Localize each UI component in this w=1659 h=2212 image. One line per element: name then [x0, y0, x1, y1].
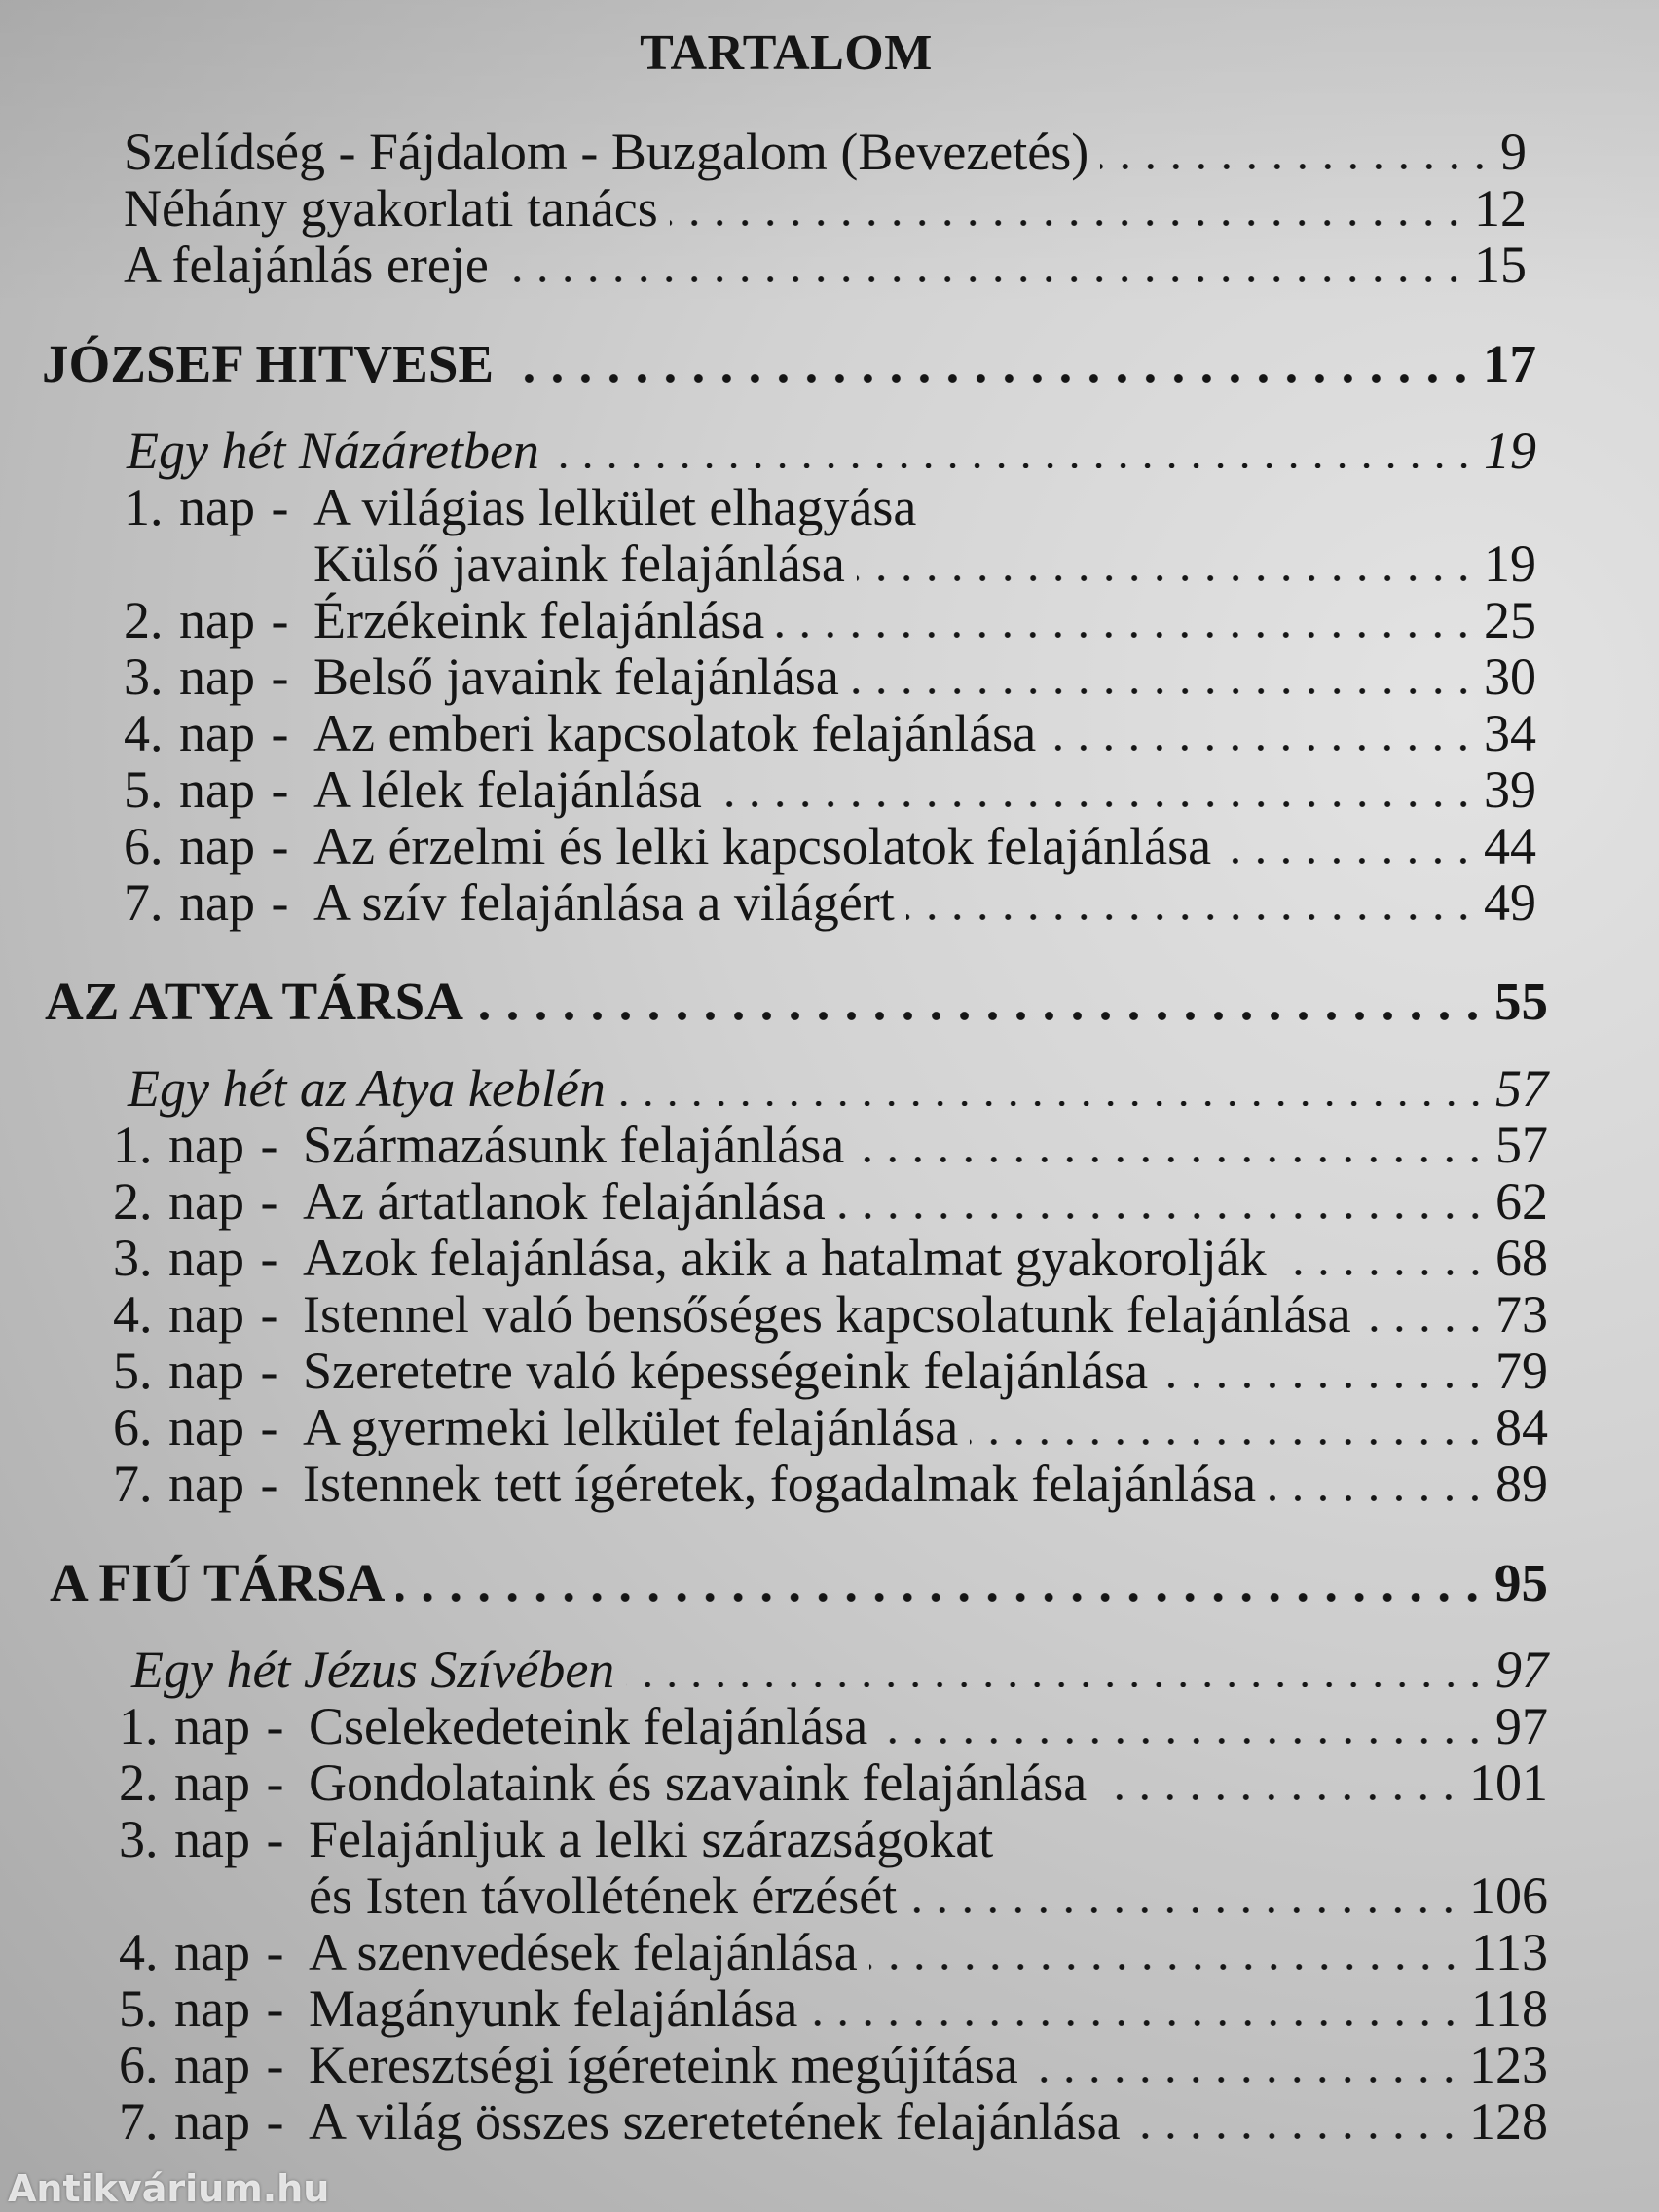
page-number: 128 [1469, 2092, 1548, 2151]
toc-entry-day [42, 1173, 1548, 1230]
page-number: 39 [1484, 760, 1536, 819]
entry-title: A szenvedések felajánlása [309, 1923, 858, 1981]
toc-entry-day [42, 705, 1548, 761]
toc-entry [42, 180, 1548, 237]
toc-entry-day [42, 648, 1548, 705]
toc-entry-day [42, 1754, 1548, 1811]
page-number: 19 [1484, 422, 1536, 480]
entry-title-continuation: Külső javaink felajánlása [313, 535, 845, 593]
dot-leader [906, 914, 1476, 920]
day-prefix: 3. nap - [113, 1229, 278, 1287]
toc-entry-day [42, 1399, 1548, 1456]
page-number: 68 [1495, 1229, 1548, 1287]
entry-title: Felajánljuk a lelki szárazságokat [309, 1810, 994, 1868]
toc-entry-day [42, 1980, 1548, 2037]
week-heading [42, 423, 1548, 479]
day-prefix: 3. nap - [119, 1810, 284, 1868]
toc-entry-day [42, 761, 1548, 818]
day-prefix: 7. nap - [124, 873, 289, 932]
week-title: Egy hét az Atya keblén [128, 1059, 606, 1118]
dot-leader [879, 1738, 1488, 1744]
day-prefix: 3. nap - [124, 647, 289, 706]
toc-entry-day [42, 818, 1548, 874]
entry-title: Érzékeink felajánlása [313, 591, 765, 649]
entry-title: A világias lelkület elhagyása [313, 478, 917, 536]
dot-leader [1048, 745, 1476, 751]
dot-leader [500, 276, 1466, 282]
day-prefix: 1. nap - [119, 1697, 284, 1755]
entry-title: Néhány gyakorlati tanács [124, 179, 658, 238]
watermark: Antikvárium.hu [8, 2167, 330, 2210]
dot-leader [1363, 1326, 1488, 1332]
page-number: 113 [1471, 1923, 1548, 1981]
entry-title: Az érzelmi és lelki kapcsolatok felajánlása [313, 817, 1212, 875]
entry-title: A felajánlás ereje [124, 236, 489, 294]
dot-leader [1132, 2133, 1461, 2139]
section-title: A FIÚ TÁRSA [50, 1553, 386, 1612]
toc-entry-day [42, 1343, 1548, 1399]
table-of-contents [42, 25, 1548, 2150]
day-prefix: 1. nap - [113, 1116, 278, 1174]
day-prefix: 1. nap - [124, 478, 289, 536]
week-title: Egy hét Jézus Szívében [131, 1641, 615, 1699]
dot-leader [856, 1157, 1488, 1162]
week-heading [42, 1060, 1548, 1117]
day-prefix: 7. nap - [113, 1455, 278, 1513]
section-heading [42, 974, 1548, 1030]
entry-title: Gondolataink és szavaink felajánlása [309, 1753, 1088, 1812]
dot-leader [970, 1439, 1488, 1445]
section-heading [42, 336, 1548, 392]
page-number: 123 [1469, 2036, 1548, 2094]
page-number: 55 [1494, 972, 1548, 1031]
dot-leader [857, 575, 1476, 581]
page-number: 25 [1484, 591, 1536, 649]
dot-leader [551, 463, 1476, 468]
entry-title: Magányunk felajánlása [309, 1979, 798, 2038]
day-prefix: 5. nap - [119, 1979, 284, 2038]
dot-leader [908, 1907, 1461, 1913]
day-prefix: 6. nap - [119, 2036, 284, 2094]
dot-leader [1223, 858, 1476, 864]
day-prefix: 2. nap - [113, 1172, 278, 1231]
dot-leader [396, 1593, 1487, 1602]
dot-leader [617, 1101, 1488, 1106]
entry-title: Szelídség - Fájdalom - Buzgalom (Bevezetés) [124, 123, 1089, 181]
dot-leader [1278, 1270, 1488, 1275]
entry-title: A világ összes szeretetének felajánlása [309, 2092, 1121, 2151]
toc-entry-day [42, 479, 1548, 535]
entry-title-continuation: és Isten távollétének érzését [309, 1866, 898, 1925]
entry-title: Istennek tett ígéretek, fogadalmak felajánlása [303, 1455, 1257, 1513]
toc-section [42, 974, 1548, 1512]
day-prefix: 5. nap - [124, 760, 289, 819]
entry-title: Az emberi kapcsolatok felajánlása [313, 704, 1037, 762]
entry-title: Keresztségi ígéreteink megújítása [309, 2036, 1018, 2094]
page-number: 89 [1495, 1455, 1548, 1513]
day-prefix: 2. nap - [124, 591, 289, 649]
page-number: 79 [1495, 1342, 1548, 1400]
toc-entry-day [42, 1698, 1548, 1754]
page-number: 49 [1484, 873, 1536, 932]
dot-leader [809, 2020, 1463, 2026]
entry-title: Azok felajánlása, akik a hatalmat gyakorolják [303, 1229, 1267, 1287]
entry-title: Cselekedeteink felajánlása [309, 1697, 868, 1755]
day-prefix: 6. nap - [113, 1398, 278, 1456]
dot-leader [776, 632, 1476, 638]
toc-entry-day-continuation [42, 535, 1548, 592]
dot-leader [851, 688, 1476, 694]
page-number: 9 [1500, 123, 1527, 181]
dot-leader [714, 801, 1476, 807]
toc-title: TARTALOM [640, 25, 933, 81]
dot-leader [475, 1012, 1487, 1020]
week-heading [42, 1641, 1548, 1698]
day-prefix: 7. nap - [119, 2092, 284, 2151]
page-number: 106 [1469, 1866, 1548, 1925]
page-number: 84 [1495, 1398, 1548, 1456]
dot-leader [505, 374, 1475, 383]
toc-entry [42, 124, 1548, 180]
day-prefix: 2. nap - [119, 1753, 284, 1812]
page-number: 34 [1484, 704, 1536, 762]
toc-section [42, 336, 1548, 931]
page-number: 44 [1484, 817, 1536, 875]
dot-leader [869, 1964, 1463, 1970]
dot-leader [1100, 164, 1493, 169]
dot-leader [626, 1682, 1488, 1687]
week-title: Egy hét Názáretben [127, 422, 539, 480]
page-number: 101 [1469, 1753, 1548, 1812]
dot-leader [1160, 1382, 1488, 1388]
entry-title: A gyermeki lelkület felajánlása [303, 1398, 959, 1456]
page-number: 57 [1495, 1116, 1548, 1174]
page-number: 118 [1471, 1979, 1548, 2038]
day-prefix: 4. nap - [124, 704, 289, 762]
entry-title: Istennel való bensőséges kapcsolatunk felajánlása [303, 1285, 1351, 1344]
toc-section [42, 1555, 1548, 2150]
toc-entry-day [42, 1924, 1548, 1980]
toc-entry-day [42, 1456, 1548, 1512]
toc-entry-day [42, 1117, 1548, 1173]
page-number: 15 [1474, 236, 1527, 294]
toc-entry-day [42, 1811, 1548, 1867]
entry-title: Belső javaink felajánlása [313, 647, 839, 706]
toc-entry-day [42, 2037, 1548, 2093]
entry-title: Szeretetre való képességeink felajánlása [303, 1342, 1149, 1400]
page-number: 57 [1495, 1059, 1548, 1118]
toc-entry-day [42, 1286, 1548, 1343]
page-number: 97 [1495, 1641, 1548, 1699]
dot-leader [837, 1213, 1488, 1219]
entry-title: A szív felajánlása a világért [313, 873, 895, 932]
toc-entry [42, 237, 1548, 293]
day-prefix: 5. nap - [113, 1342, 278, 1400]
toc-entry-day [42, 592, 1548, 648]
page-number: 19 [1484, 535, 1536, 593]
dot-leader [1098, 1794, 1461, 1800]
toc-entry-day [42, 2093, 1548, 2150]
dot-leader [1268, 1495, 1488, 1501]
page-number: 73 [1495, 1285, 1548, 1344]
section-title: JÓZSEF HITVESE [42, 334, 495, 393]
page-number: 17 [1483, 334, 1536, 393]
day-prefix: 6. nap - [124, 817, 289, 875]
section-heading [42, 1555, 1548, 1611]
page-number: 95 [1494, 1553, 1548, 1612]
page-number: 62 [1495, 1172, 1548, 1231]
day-prefix: 4. nap - [113, 1285, 278, 1344]
dot-leader [1030, 2077, 1461, 2083]
page-number: 30 [1484, 647, 1536, 706]
toc-entry-day [42, 1230, 1548, 1286]
entry-title: A lélek felajánlása [313, 760, 702, 819]
dot-leader [670, 220, 1466, 226]
page-number: 12 [1474, 179, 1527, 238]
page-number: 97 [1495, 1697, 1548, 1755]
day-prefix: 4. nap - [119, 1923, 284, 1981]
toc-entry-day-continuation [42, 1867, 1548, 1924]
entry-title: Az ártatlanok felajánlása [303, 1172, 826, 1231]
toc-entry-day [42, 874, 1548, 931]
section-title: AZ ATYA TÁRSA [45, 972, 463, 1031]
entry-title: Származásunk felajánlása [303, 1116, 845, 1174]
